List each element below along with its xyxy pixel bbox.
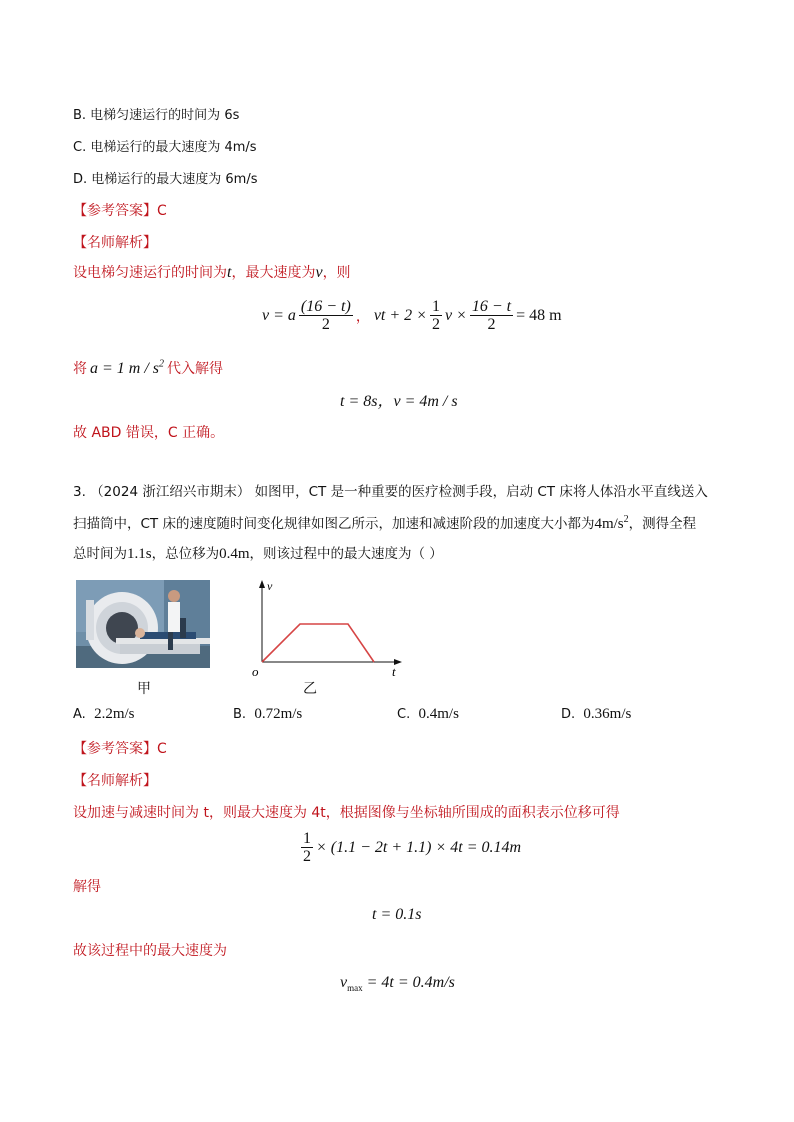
velocity-trapezoid bbox=[262, 624, 374, 662]
choice-d: D. 0.36m/s bbox=[561, 706, 632, 722]
q3-conclusion-line: 故该过程中的最大速度为 bbox=[73, 943, 227, 959]
substitution-line: 将 a = 1 m / $s^2$ 代入解得 bbox=[73, 358, 224, 377]
answer-label: 【参考答案】C bbox=[73, 203, 167, 219]
q3-analysis-line: 设加速与减速时间为 t，则最大速度为 4t，根据图像与坐标轴所围成的面积表示位移可得 bbox=[73, 805, 620, 821]
origin-label: o bbox=[252, 664, 259, 679]
q3-equation-3: $v_{max} = 4t = 0.4m/s$ bbox=[340, 974, 455, 994]
analysis-label: 【名师解析】 bbox=[73, 235, 157, 251]
q3-solve-label: 解得 bbox=[73, 879, 101, 895]
q3-equation-1: $\frac{1}{2}$ × (1.1 − 2t + 1.1) × 4t = 0.14m bbox=[303, 830, 522, 865]
question-stem-line2: 扫描筒中，CT 床的速度随时间变化规律如图乙所示，加速和减速阶段的加速度大小都为$4m/s^2$，测得全程 bbox=[73, 514, 697, 532]
figure-label-a: 甲 bbox=[137, 681, 151, 697]
conclusion: 故 ABD 错误，C 正确。 bbox=[73, 425, 225, 441]
y-axis-label: v bbox=[267, 579, 273, 593]
question-stem-line1: 3. （2024 浙江绍兴市期末） 如图甲，CT 是一种重要的医疗检测手段，启动 CT 床将人体沿水平直线送入 bbox=[73, 484, 708, 500]
equation-1: v = a $\frac{(16 - t)}{2}$ ， vt + 2 × $\frac{1}{2}$ v × $\frac{16 - t}{2}$ = 48 m bbox=[262, 298, 562, 333]
q3-equation-2: t = 0.1s bbox=[372, 906, 422, 923]
choice-c: C. 0.4m/s bbox=[397, 706, 459, 722]
vt-graph bbox=[250, 576, 410, 686]
option-b: B. 电梯匀速运行的时间为 6s bbox=[73, 108, 240, 123]
choice-b: B. 0.72m/s bbox=[233, 706, 303, 722]
analysis-line: 设电梯匀速运行的时间为t，最大速度为v，则 bbox=[73, 264, 351, 281]
q3-answer-label: 【参考答案】C bbox=[73, 741, 167, 757]
equation-2: t = 8s，v = 4m / s bbox=[340, 393, 458, 410]
x-axis-label: t bbox=[392, 664, 396, 679]
choice-a: A. 2.2m/s bbox=[73, 706, 135, 722]
q3-analysis-label: 【名师解析】 bbox=[73, 773, 157, 789]
option-c: C. 电梯运行的最大速度为 4m/s bbox=[73, 140, 257, 155]
ct-scanner-photo bbox=[76, 580, 210, 668]
y-axis-arrow bbox=[259, 580, 265, 588]
question-stem-line3: 总时间为1.1s，总位移为0.4m，则该过程中的最大速度为（ ） bbox=[73, 546, 443, 562]
option-d: D. 电梯运行的最大速度为 6m/s bbox=[73, 172, 258, 187]
figure-label-b: 乙 bbox=[303, 681, 317, 697]
